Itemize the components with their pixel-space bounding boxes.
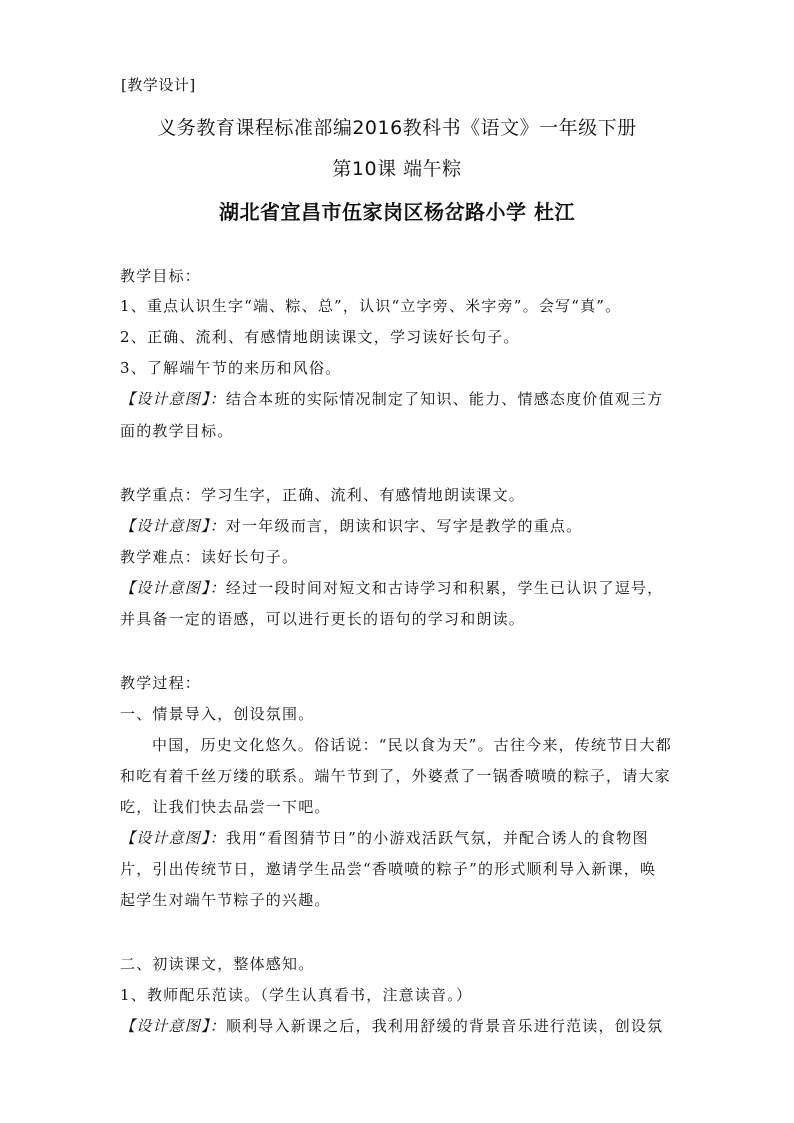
objectives-design-note [120, 388, 680, 409]
document-title: 义务教育课程标准部编2016教科书《语文》一年级下册 [157, 117, 637, 139]
objectives-design-note-cont: 面的教学目标。 [120, 422, 234, 440]
step-2-design-note [120, 1015, 680, 1036]
step-1-paragraph-line-3: 吃，让我们快去品尝一下吧。 [120, 798, 331, 816]
objectives-heading: 教学目标： [120, 267, 202, 285]
objective-item-1: 1、重点认识生字“端、粽、总”，认识“立字旁、米字旁”。会写“真”。 [120, 297, 622, 315]
objective-item-3: 3、了解端午节的来历和风俗。 [120, 359, 342, 377]
design-note-label: 【设计意图】： [120, 390, 226, 408]
lesson-title: 第10课 端午粽 [332, 158, 462, 180]
design-note-label: 【设计意图】： [120, 1017, 226, 1035]
design-note-text: 我用“看图猜节日”的小游戏活跃气氛，并配合诱人的食物图 [225, 829, 649, 847]
step-1-design-note-cont-2: 起学生对端午节粽子的兴趣。 [120, 891, 331, 909]
focus-design-note [120, 515, 680, 536]
teaching-difficulty: 教学难点：读好长句子。 [120, 548, 299, 566]
teaching-focus: 教学重点：学习生字，正确、流利、有感情地朗读课文。 [120, 486, 526, 504]
difficulty-design-note [120, 577, 680, 598]
step-2-item-1: 1、教师配乐范读。（学生认真看书，注意读音。） [120, 986, 473, 1004]
step-1-design-note-cont-1: 片，引出传统节日，邀请学生品尝“香喷喷的粽子”的形式顺利导入新课，唤 [120, 860, 657, 878]
difficulty-design-note-cont: 并具备一定的语感，可以进行更长的语句的学习和朗读。 [120, 610, 526, 628]
objective-item-2: 2、正确、流利、有感情地朗读课文，学习读好长句子。 [120, 328, 520, 346]
step-1-paragraph-line-1: 中国，历史文化悠久。俗话说：“民以食为天”。古往今来，传统节日大都 [152, 736, 672, 754]
design-note-text: 对一年级而言，朗读和识字、写字是教学的重点。 [225, 517, 583, 535]
design-note-text: 顺利导入新课之后，我利用舒缓的背景音乐进行范读，创设氛 [225, 1017, 664, 1035]
design-note-label: 【设计意图】： [120, 829, 226, 847]
step-1-design-note [120, 827, 680, 848]
process-heading: 教学过程： [120, 674, 202, 692]
document-tag: [教学设计] [121, 76, 196, 94]
step-1-title: 一、情景导入，创设氛围。 [120, 705, 315, 723]
design-note-text: 结合本班的实际情况制定了知识、能力、情感态度价值观三方 [225, 390, 664, 408]
design-note-label: 【设计意图】： [120, 579, 226, 597]
step-1-paragraph-line-2: 和吃有着千丝万缕的联系。端午节到了，外婆煮了一锅香喷喷的粽子，请大家 [120, 767, 671, 785]
step-2-title: 二、初读课文，整体感知。 [120, 955, 315, 973]
design-note-label: 【设计意图】： [120, 517, 226, 535]
design-note-text: 经过一段时间对短文和古诗学习和积累，学生已认识了逗号， [225, 579, 664, 597]
author-line: 湖北省宜昌市伍家岗区杨岔路小学 杜江 [219, 200, 575, 224]
